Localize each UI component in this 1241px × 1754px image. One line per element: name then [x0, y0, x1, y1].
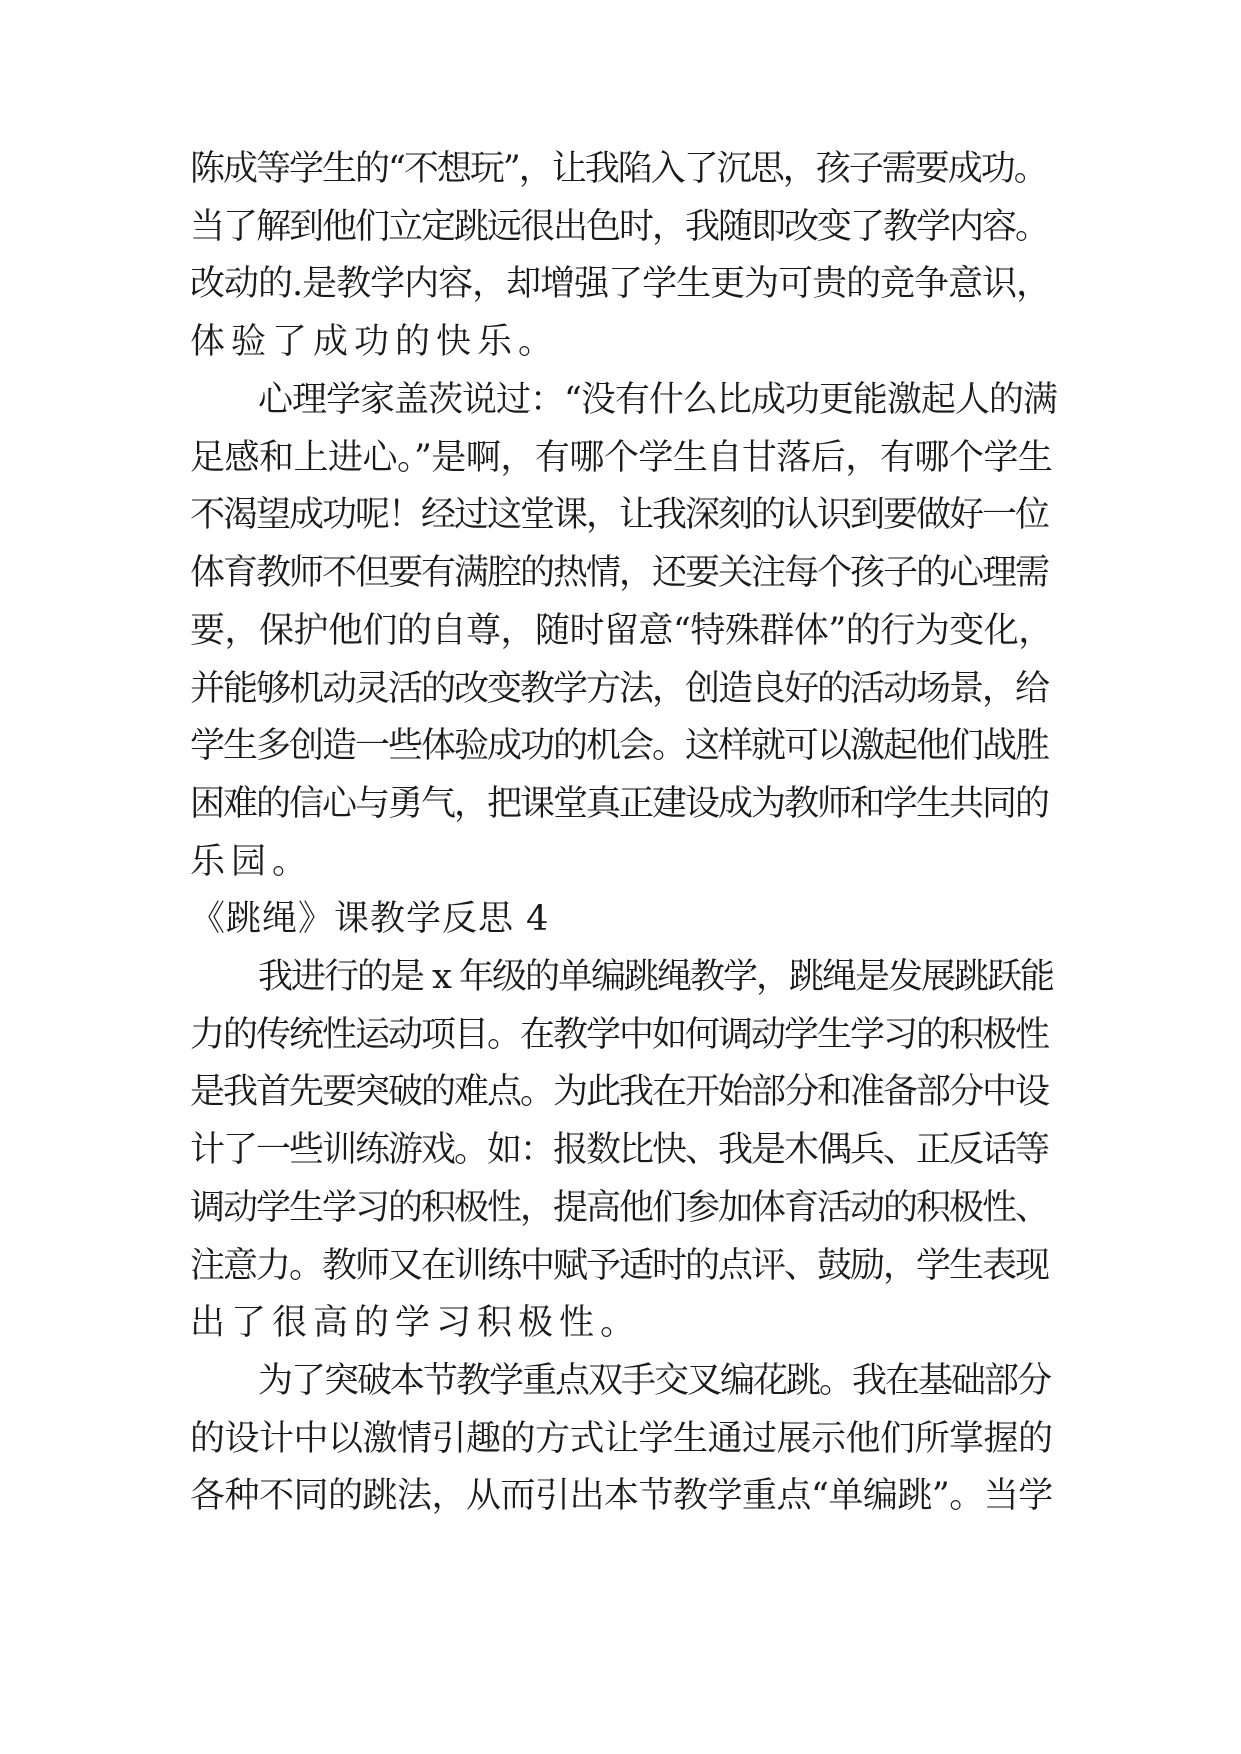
paragraph-line: 陈成等学生的“不想玩”，让我陷入了沉思，孩子需要成功。	[190, 149, 1047, 189]
paragraph-line: 出了很高的学习积极性。	[190, 1303, 642, 1343]
paragraph-line: 是我首先要突破的难点。为此我在开始部分和准备部分中设	[190, 1072, 1049, 1112]
paragraph-line: 注意力。教师又在训练中赋予适时的点评、鼓励，学生表现	[190, 1246, 1049, 1286]
paragraph-line: 力的传统性运动项目。在教学中如何调动学生学习的积极性	[190, 1015, 1049, 1055]
paragraph-line: 的设计中以激情引趣的方式让学生通过展示他们所掌握的	[190, 1419, 1053, 1459]
paragraph-line: 学生多创造一些体验成功的机会。这样就可以激起他们战胜	[190, 726, 1049, 766]
paragraph-line: 足感和上进心。”是啊，有哪个学生自甘落后，有哪个学生	[190, 438, 1053, 478]
paragraph-line: 并能够机动灵活的改变教学方法，创造良好的活动场景，给	[190, 669, 1049, 709]
paragraph-line: 调动学生学习的积极性，提高他们参加体育活动的积极性、	[190, 1188, 1049, 1228]
paragraph-line: 乐园。	[190, 842, 314, 882]
paragraph-line: 困难的信心与勇气，把课堂真正建设成为教师和学生共同的	[190, 784, 1049, 824]
paragraph-first-line: 我进行的是 x 年级的单编跳绳教学，跳绳是发展跳跃能	[258, 957, 1053, 997]
paragraph-first-line: 心理学家盖茨说过：“没有什么比成功更能激起人的满	[258, 380, 1057, 420]
paragraph-first-line: 为了突破本节教学重点双手交叉编花跳。我在基础部分	[258, 1361, 1051, 1401]
paragraph-line: 体育教师不但要有满腔的热情，还要关注每个孩子的心理需	[190, 553, 1049, 593]
paragraph-line: 改动的.是教学内容，却增强了学生更为可贵的竞争意识，	[190, 264, 1051, 304]
paragraph-line: 要，保护他们的自尊，随时留意“特殊群体”的行为变化，	[190, 611, 1053, 651]
paragraph-line: 不渴望成功呢！经过这堂课，让我深刻的认识到要做好一位	[190, 495, 1049, 535]
paragraph-line: 各种不同的跳法，从而引出本节教学重点“单编跳”。当学	[190, 1476, 1053, 1516]
section-heading: 《跳绳》课教学反思 4	[190, 899, 550, 939]
paragraph-line: 体验了成功的快乐。	[190, 322, 560, 362]
paragraph-line: 计了一些训练游戏。如：报数比快、我是木偶兵、正反话等	[190, 1130, 1049, 1170]
paragraph-line: 当了解到他们立定跳远很出色时，我随即改变了教学内容。	[190, 207, 1049, 247]
